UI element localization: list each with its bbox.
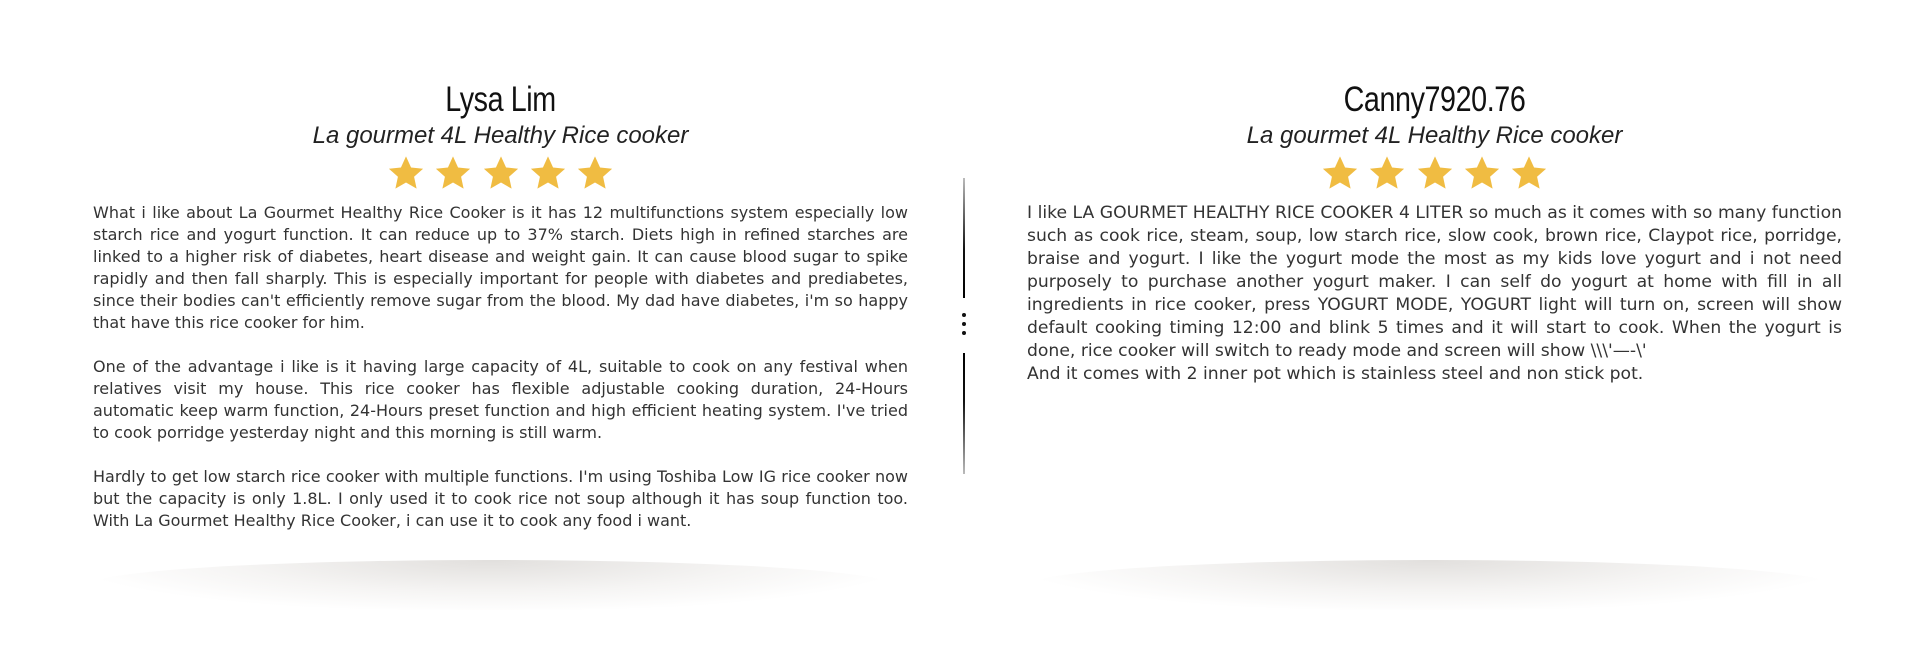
star-icon bbox=[434, 154, 472, 192]
vertical-divider bbox=[963, 178, 965, 474]
review-paragraph: Hardly to get low starch rice cooker with multiple functions. I'm using Toshiba Low IG rice cooker now but the capacity is only 1.8L. I only used it to cook rice not soup although it has soup function too. With La Gourmet Healthy Rice Cooker, i can use it to cook any food i want. bbox=[93, 467, 908, 530]
star-icon bbox=[387, 154, 425, 192]
review-paragraph: And it comes with 2 inner pot which is stainless steel and non stick pot. bbox=[1027, 364, 1644, 384]
card-shadow bbox=[1030, 560, 1830, 610]
star-icon bbox=[529, 154, 567, 192]
divider-line-bottom bbox=[963, 353, 965, 474]
star-icon bbox=[1368, 154, 1406, 192]
review-text bbox=[93, 202, 908, 532]
review-paragraph: I like LA GOURMET HEALTHY RICE COOKER 4 LITER so much as it comes with so many function such as cook rice, steam, soup, low starch rice, slow cook, brown rice, Claypot rice, porridge, braise and yogurt. I like the yogurt mode the most as my kids love yogurt and i not need purposely to purchase another yogurt maker. I can self do yogurt at home with fill in all ingredients in rice cooker, press YOGURT MODE, YOGURT light will turn on, screen will show default cooking timing 12:00 and blink 5 times and it will start to cook. When the yogurt is done, rice cooker will switch to ready mode and screen will show \\\'—-\' bbox=[1027, 203, 1842, 361]
star-rating bbox=[93, 154, 908, 194]
product-name: La gourmet 4L Healthy Rice cooker bbox=[1246, 122, 1623, 149]
review-paragraph: What i like about La Gourmet Healthy Rice Cooker is it has 12 multifunctions system especially low starch rice and yogurt function. It can reduce up to 37% starch. Diets high in refined starches are linked to a higher risk of diabetes, heart disease and weight gain. It can cause blood sugar to spike rapidly and then fall sharply. This is especially important for people with diabetes and prediabetes, since their bodies can't efficiently remove sugar from the blood. My dad have diabetes, i'm so happy that have this rice cooker for him. bbox=[93, 203, 908, 332]
star-icon bbox=[576, 154, 614, 192]
reviewer-name: Lysa Lim bbox=[445, 80, 556, 119]
star-icon bbox=[1463, 154, 1501, 192]
ellipsis-icon bbox=[961, 313, 967, 340]
reviewer-name: Canny7920.76 bbox=[1343, 80, 1526, 119]
review-card-lysa-lim bbox=[93, 80, 908, 554]
star-icon bbox=[1510, 154, 1548, 192]
card-shadow bbox=[90, 560, 890, 610]
star-icon bbox=[482, 154, 520, 192]
review-text bbox=[1027, 202, 1842, 386]
star-icon bbox=[1321, 154, 1359, 192]
divider-line-top bbox=[963, 178, 965, 298]
star-rating bbox=[1027, 154, 1842, 194]
review-paragraph: One of the advantage i like is it having large capacity of 4L, suitable to cook on any festival when relatives visit my house. This rice cooker has flexible adjustable cooking duration, 24-Hours automatic keep warm function, 24-Hours preset function and high efficient heating system. I've tried to cook porridge yesterday night and this morning is still warm. bbox=[93, 357, 908, 442]
star-icon bbox=[1416, 154, 1454, 192]
review-card-canny bbox=[1027, 80, 1842, 386]
product-name: La gourmet 4L Healthy Rice cooker bbox=[312, 122, 689, 149]
